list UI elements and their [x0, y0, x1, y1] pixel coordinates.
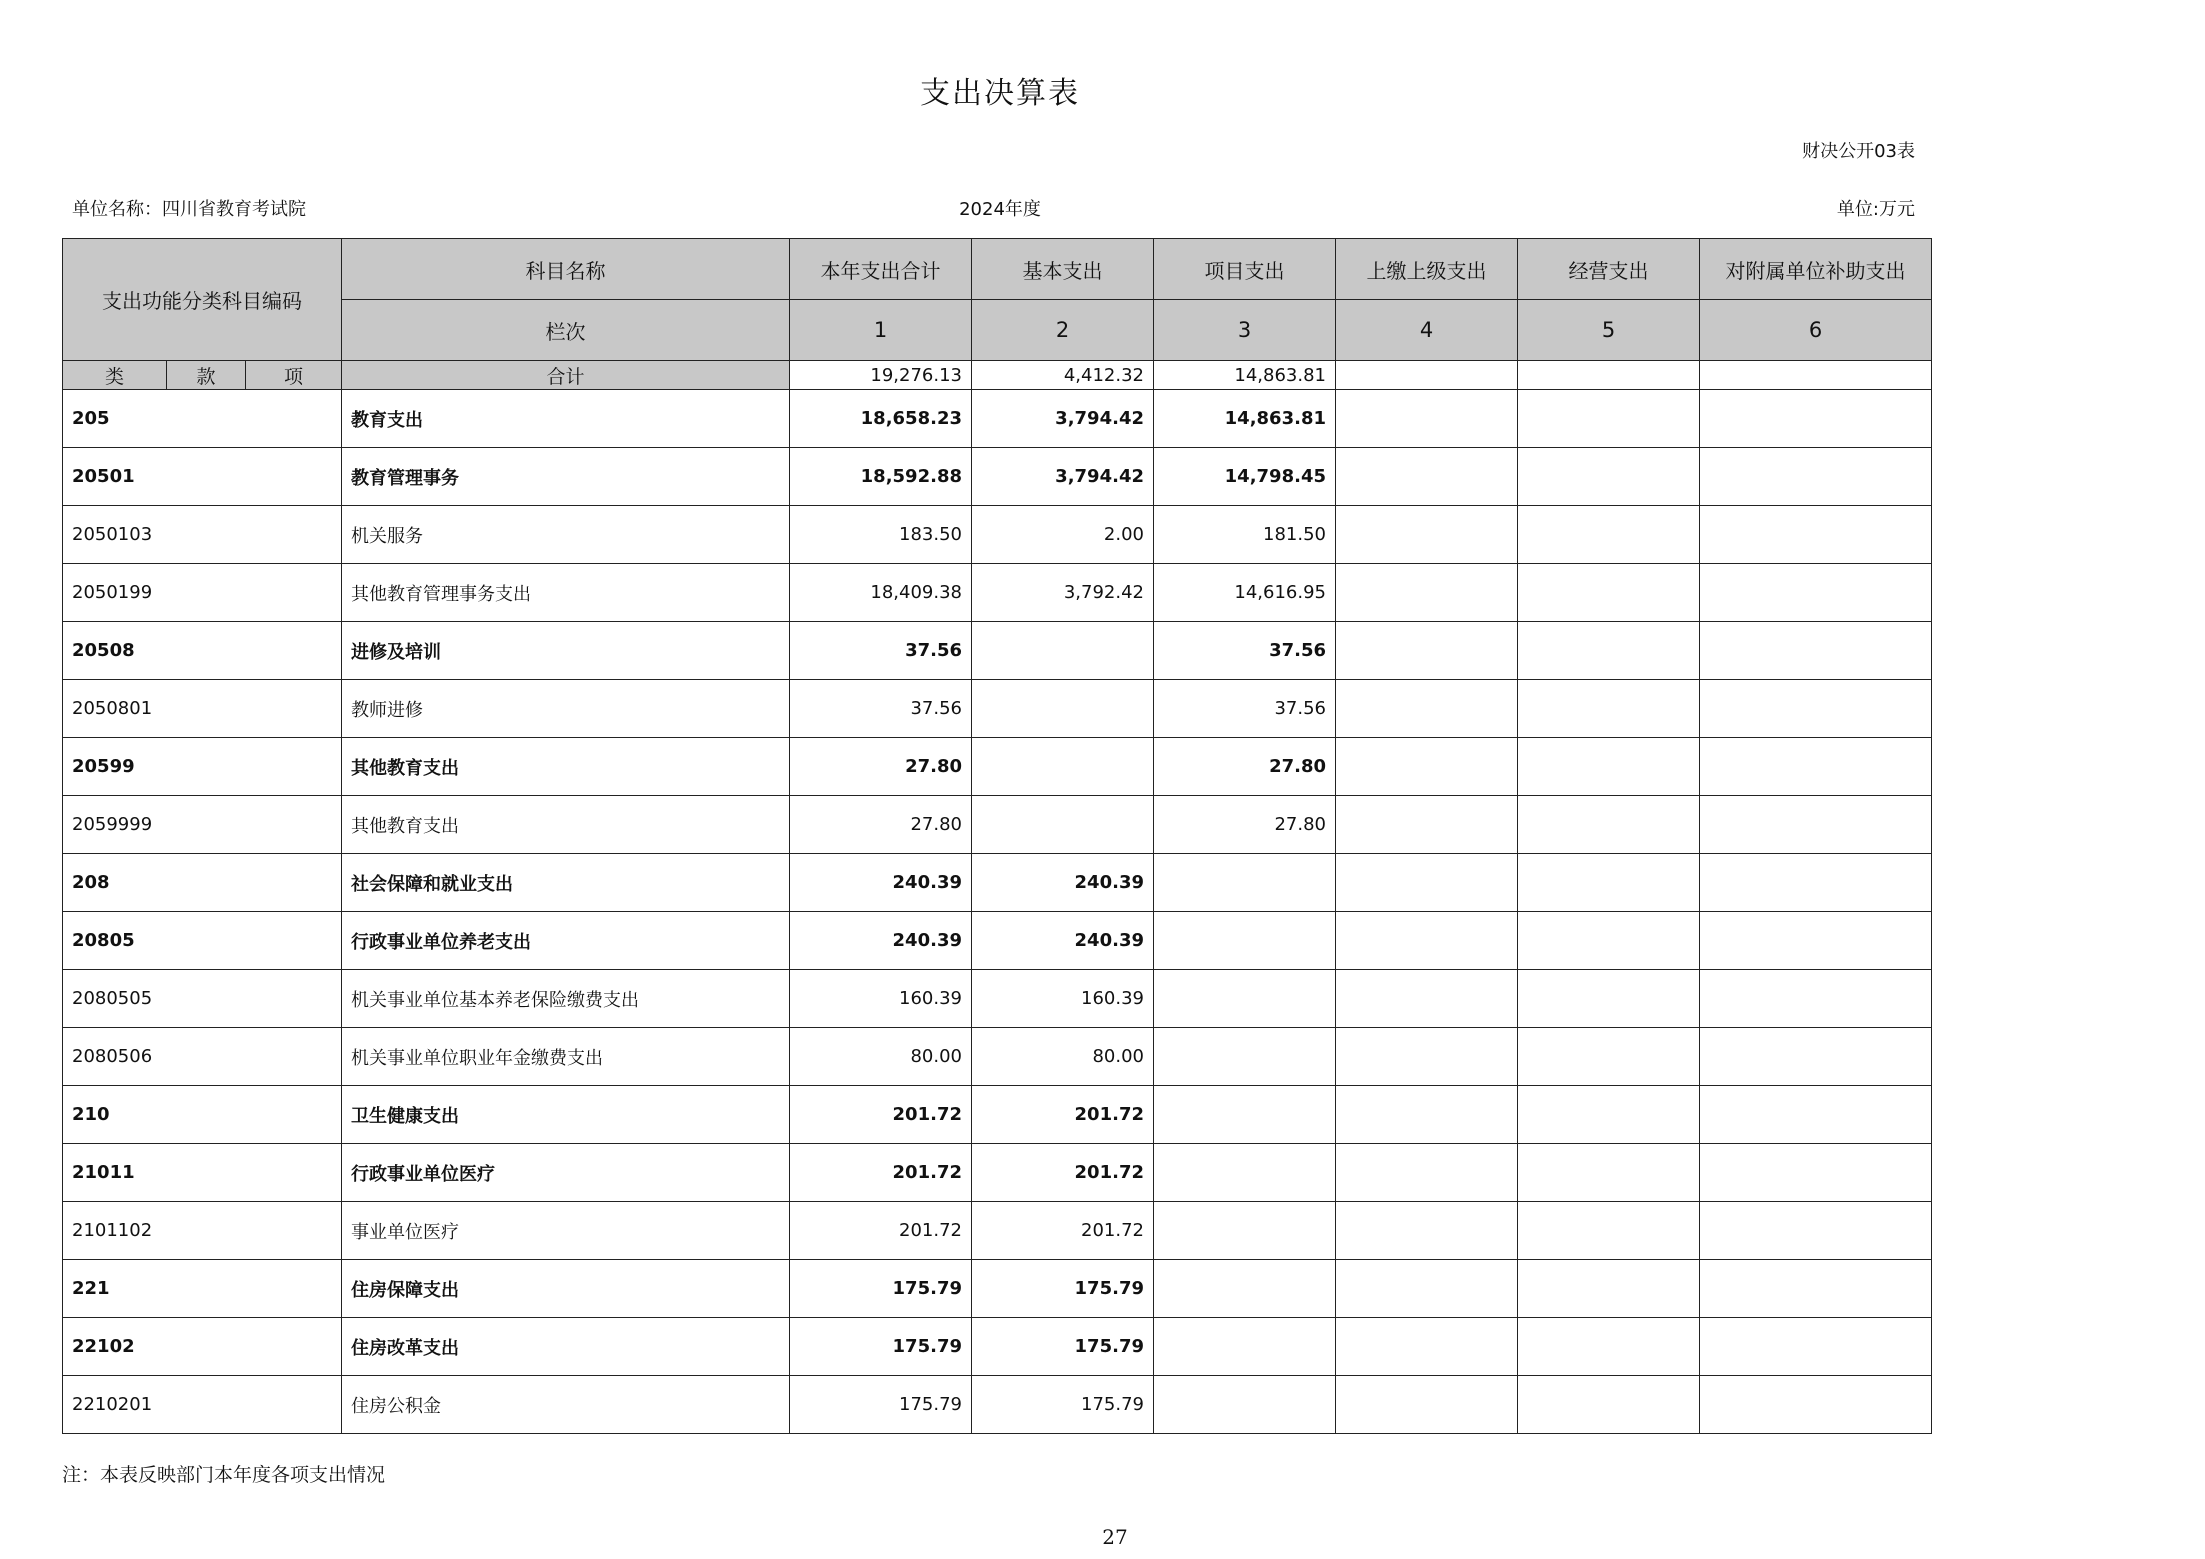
col-header-subsidy: 对附属单位补助支出 — [1700, 239, 1932, 300]
row-value — [1336, 448, 1518, 506]
row-value — [1518, 796, 1700, 854]
row-value: 183.50 — [790, 506, 972, 564]
row-value — [1518, 1144, 1700, 1202]
total-value: 4,412.32 — [972, 361, 1154, 390]
row-value — [1154, 1376, 1336, 1434]
row-name: 事业单位医疗 — [342, 1202, 790, 1260]
col-number: 4 — [1336, 300, 1518, 361]
row-value — [972, 738, 1154, 796]
row-value: 201.72 — [790, 1202, 972, 1260]
row-value — [1518, 854, 1700, 912]
row-value — [1336, 854, 1518, 912]
code-header: 支出功能分类科目编码 — [63, 239, 342, 361]
row-code: 2050103 — [63, 506, 342, 564]
row-value: 181.50 — [1154, 506, 1336, 564]
row-value — [1700, 1028, 1932, 1086]
unit-name: 单位名称：四川省教育考试院 — [72, 199, 306, 220]
row-value — [1700, 1144, 1932, 1202]
row-name: 机关服务 — [342, 506, 790, 564]
row-name: 教育管理事务 — [342, 448, 790, 506]
row-value: 18,658.23 — [790, 390, 972, 448]
row-name: 卫生健康支出 — [342, 1086, 790, 1144]
table-row — [63, 912, 1932, 970]
row-value: 201.72 — [972, 1086, 1154, 1144]
row-name: 机关事业单位职业年金缴费支出 — [342, 1028, 790, 1086]
row-value — [1336, 390, 1518, 448]
row-value: 240.39 — [790, 912, 972, 970]
row-value — [1518, 448, 1700, 506]
table-note: 注：本表反映部门本年度各项支出情况 — [62, 1464, 386, 1486]
row-value — [1518, 1086, 1700, 1144]
total-label: 合计 — [342, 361, 790, 390]
row-value — [1518, 1028, 1700, 1086]
row-value — [1336, 1318, 1518, 1376]
row-value: 37.56 — [790, 680, 972, 738]
row-code: 2101102 — [63, 1202, 342, 1260]
col-number: 2 — [972, 300, 1154, 361]
total-value — [1700, 361, 1932, 390]
col-number: 6 — [1700, 300, 1932, 361]
table-row — [63, 564, 1932, 622]
row-value — [1700, 854, 1932, 912]
row-name: 住房改革支出 — [342, 1318, 790, 1376]
row-value — [1700, 680, 1932, 738]
row-value — [972, 680, 1154, 738]
row-code: 205 — [63, 390, 342, 448]
row-value — [1518, 622, 1700, 680]
row-code: 210 — [63, 1086, 342, 1144]
lei-label: 类 — [63, 361, 167, 390]
row-code: 2059999 — [63, 796, 342, 854]
row-value — [1518, 564, 1700, 622]
currency-unit: 单位:万元 — [1836, 199, 1915, 220]
col-number: 5 — [1518, 300, 1700, 361]
row-value: 175.79 — [972, 1318, 1154, 1376]
table-row — [63, 1144, 1932, 1202]
table-row — [63, 738, 1932, 796]
col-number: 1 — [790, 300, 972, 361]
table-row — [63, 448, 1932, 506]
row-value — [1336, 1202, 1518, 1260]
row-value: 240.39 — [790, 854, 972, 912]
row-name: 其他教育管理事务支出 — [342, 564, 790, 622]
row-name: 教育支出 — [342, 390, 790, 448]
row-value: 37.56 — [1154, 622, 1336, 680]
row-value — [1700, 738, 1932, 796]
row-value: 160.39 — [972, 970, 1154, 1028]
row-value — [1154, 1086, 1336, 1144]
row-value: 27.80 — [790, 738, 972, 796]
table-row — [63, 1376, 1932, 1434]
table-row — [63, 796, 1932, 854]
row-name: 进修及培训 — [342, 622, 790, 680]
row-value: 175.79 — [972, 1260, 1154, 1318]
row-value — [972, 622, 1154, 680]
row-value: 14,798.45 — [1154, 448, 1336, 506]
expenditure-table — [62, 238, 1932, 1434]
row-code: 2050801 — [63, 680, 342, 738]
row-value — [1518, 1376, 1700, 1434]
row-name: 社会保障和就业支出 — [342, 854, 790, 912]
row-value — [972, 796, 1154, 854]
row-value: 201.72 — [972, 1202, 1154, 1260]
row-value — [1700, 970, 1932, 1028]
row-value — [1518, 680, 1700, 738]
row-name: 住房保障支出 — [342, 1260, 790, 1318]
page-number: 27 — [1102, 1525, 1128, 1549]
row-value — [1154, 970, 1336, 1028]
table-row — [63, 680, 1932, 738]
row-value — [1700, 564, 1932, 622]
row-name: 其他教育支出 — [342, 796, 790, 854]
col-header-operating: 经营支出 — [1518, 239, 1700, 300]
row-value: 160.39 — [790, 970, 972, 1028]
row-value — [1336, 1144, 1518, 1202]
table-row — [63, 1086, 1932, 1144]
row-value: 18,592.88 — [790, 448, 972, 506]
row-name: 其他教育支出 — [342, 738, 790, 796]
row-value: 3,792.42 — [972, 564, 1154, 622]
row-value: 201.72 — [790, 1086, 972, 1144]
row-name: 机关事业单位基本养老保险缴费支出 — [342, 970, 790, 1028]
row-value: 37.56 — [1154, 680, 1336, 738]
table-row — [63, 1318, 1932, 1376]
row-value — [1336, 1376, 1518, 1434]
row-value — [1700, 448, 1932, 506]
row-value — [1700, 1318, 1932, 1376]
row-value — [1154, 1202, 1336, 1260]
row-value: 175.79 — [790, 1376, 972, 1434]
row-value: 240.39 — [972, 854, 1154, 912]
row-value — [1336, 680, 1518, 738]
col-header-total: 本年支出合计 — [790, 239, 972, 300]
row-value — [1154, 912, 1336, 970]
row-value — [1518, 1318, 1700, 1376]
row-value — [1518, 506, 1700, 564]
row-code: 20501 — [63, 448, 342, 506]
row-value — [1518, 912, 1700, 970]
table-row — [63, 1202, 1932, 1260]
col-number: 3 — [1154, 300, 1336, 361]
row-value — [1700, 796, 1932, 854]
row-value — [1336, 1028, 1518, 1086]
col-header-remit: 上缴上级支出 — [1336, 239, 1518, 300]
row-value — [1700, 506, 1932, 564]
row-value: 240.39 — [972, 912, 1154, 970]
table-row — [63, 390, 1932, 448]
row-code: 2210201 — [63, 1376, 342, 1434]
xiang-label: 项 — [246, 361, 342, 390]
row-code: 221 — [63, 1260, 342, 1318]
row-value: 175.79 — [972, 1376, 1154, 1434]
col-header-basic: 基本支出 — [972, 239, 1154, 300]
row-value: 3,794.42 — [972, 448, 1154, 506]
row-code: 20599 — [63, 738, 342, 796]
total-value: 14,863.81 — [1154, 361, 1336, 390]
row-value — [1336, 1260, 1518, 1318]
row-value — [1700, 1086, 1932, 1144]
row-value — [1336, 796, 1518, 854]
row-value — [1518, 970, 1700, 1028]
row-name: 行政事业单位养老支出 — [342, 912, 790, 970]
table-row — [63, 1028, 1932, 1086]
row-value — [1518, 390, 1700, 448]
row-value: 201.72 — [790, 1144, 972, 1202]
row-value — [1336, 738, 1518, 796]
row-value — [1336, 912, 1518, 970]
row-code: 2080505 — [63, 970, 342, 1028]
row-value: 80.00 — [972, 1028, 1154, 1086]
total-row — [63, 361, 1932, 390]
row-value: 80.00 — [790, 1028, 972, 1086]
total-value — [1518, 361, 1700, 390]
row-value — [1336, 622, 1518, 680]
row-code: 21011 — [63, 1144, 342, 1202]
table-row — [63, 1260, 1932, 1318]
row-value: 3,794.42 — [972, 390, 1154, 448]
page-title: 支出决算表 — [920, 76, 1080, 111]
row-value: 18,409.38 — [790, 564, 972, 622]
row-value: 27.80 — [1154, 796, 1336, 854]
row-value — [1518, 738, 1700, 796]
lanci-header: 栏次 — [342, 300, 790, 361]
row-value — [1336, 970, 1518, 1028]
total-value — [1336, 361, 1518, 390]
row-value — [1700, 622, 1932, 680]
row-value: 14,616.95 — [1154, 564, 1336, 622]
row-value: 14,863.81 — [1154, 390, 1336, 448]
row-value — [1700, 390, 1932, 448]
table-row — [63, 854, 1932, 912]
table-row — [63, 506, 1932, 564]
row-value — [1700, 1202, 1932, 1260]
row-value — [1336, 564, 1518, 622]
row-value — [1700, 1260, 1932, 1318]
row-value — [1154, 1318, 1336, 1376]
row-value — [1154, 854, 1336, 912]
row-value — [1700, 1376, 1932, 1434]
row-value — [1154, 1144, 1336, 1202]
fiscal-year: 2024年度 — [959, 199, 1041, 220]
table-row — [63, 970, 1932, 1028]
row-value: 2.00 — [972, 506, 1154, 564]
table-row — [63, 622, 1932, 680]
row-value: 201.72 — [972, 1144, 1154, 1202]
row-value — [1154, 1028, 1336, 1086]
row-name: 住房公积金 — [342, 1376, 790, 1434]
row-value: 175.79 — [790, 1318, 972, 1376]
row-value — [1518, 1202, 1700, 1260]
kuan-label: 款 — [167, 361, 246, 390]
row-code: 208 — [63, 854, 342, 912]
row-code: 22102 — [63, 1318, 342, 1376]
row-name: 教师进修 — [342, 680, 790, 738]
row-code: 2050199 — [63, 564, 342, 622]
row-code: 20508 — [63, 622, 342, 680]
row-value: 37.56 — [790, 622, 972, 680]
row-value: 27.80 — [790, 796, 972, 854]
row-code: 2080506 — [63, 1028, 342, 1086]
row-name: 行政事业单位医疗 — [342, 1144, 790, 1202]
row-value — [1336, 1086, 1518, 1144]
name-header: 科目名称 — [342, 239, 790, 300]
row-value: 175.79 — [790, 1260, 972, 1318]
row-value — [1518, 1260, 1700, 1318]
row-code: 20805 — [63, 912, 342, 970]
col-header-project: 项目支出 — [1154, 239, 1336, 300]
row-value: 27.80 — [1154, 738, 1336, 796]
row-value — [1336, 506, 1518, 564]
row-value — [1154, 1260, 1336, 1318]
row-value — [1700, 912, 1932, 970]
table-number: 财决公开03表 — [1802, 141, 1915, 162]
total-value: 19,276.13 — [790, 361, 972, 390]
